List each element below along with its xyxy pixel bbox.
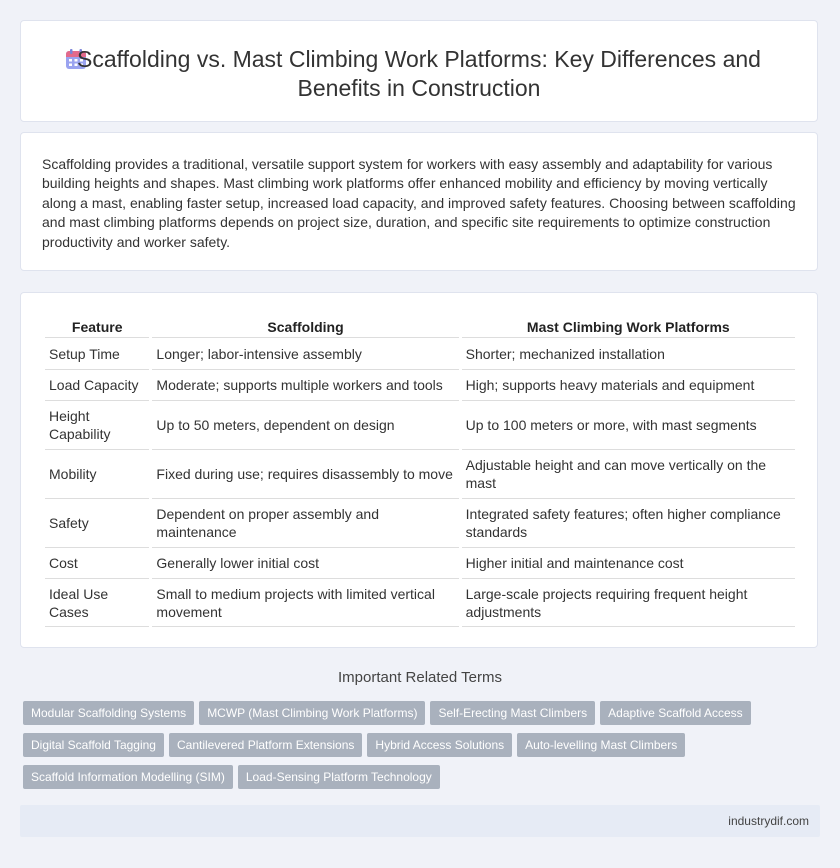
table-cell: Adjustable height and can move vertically on the mast bbox=[462, 449, 795, 498]
comparison-card bbox=[20, 292, 818, 648]
page-title: Scaffolding vs. Mast Climbing Work Platforms: Key Differences and Benefits in Construction bbox=[77, 46, 761, 101]
related-terms-title: Important Related Terms bbox=[338, 669, 502, 686]
table-cell: Large-scale projects requiring frequent height adjustments bbox=[462, 578, 795, 627]
table-cell-feature: Ideal Use Cases bbox=[45, 578, 149, 627]
table-cell-feature: Mobility bbox=[45, 449, 149, 498]
related-term-tag[interactable]: Adaptive Scaffold Access bbox=[600, 701, 751, 725]
table-row bbox=[45, 369, 795, 400]
related-term-tag[interactable]: Auto-levelling Mast Climbers bbox=[517, 733, 685, 757]
table-cell-feature: Safety bbox=[45, 498, 149, 547]
table-cell: Moderate; supports multiple workers and tools bbox=[152, 369, 458, 400]
table-cell: Integrated safety features; often higher compliance standards bbox=[462, 498, 795, 547]
related-term-tag[interactable]: Hybrid Access Solutions bbox=[367, 733, 512, 757]
table-cell: Up to 100 meters or more, with mast segments bbox=[462, 400, 795, 449]
table-cell-feature: Height Capability bbox=[45, 400, 149, 449]
table-row bbox=[45, 337, 795, 369]
table-row bbox=[45, 449, 795, 498]
intro-card bbox=[20, 132, 818, 271]
table-row bbox=[45, 578, 795, 627]
table-row bbox=[45, 547, 795, 578]
footer bbox=[20, 805, 820, 837]
table-cell: Up to 50 meters, dependent on design bbox=[152, 400, 458, 449]
intro-text: Scaffolding provides a traditional, versatile support system for workers with easy assembly and adaptability for various building heights and shapes. Mast climbing work platforms offer enhanced mobility and efficiency by moving vertically along a mast, enabling faster setup, increased load capacity, and improved safety features. Choosing between scaffolding and mast climbing platforms depends on project size, duration, and specific site requirements to optimize construction productivity and worker safety. bbox=[42, 156, 796, 250]
related-term-tag[interactable]: Load-Sensing Platform Technology bbox=[238, 765, 440, 789]
table-cell: High; supports heavy materials and equipment bbox=[462, 369, 795, 400]
table-row bbox=[45, 400, 795, 449]
related-terms-list bbox=[23, 701, 803, 797]
header-card bbox=[20, 20, 818, 122]
related-term-tag[interactable]: Self-Erecting Mast Climbers bbox=[430, 701, 595, 725]
table-cell: Longer; labor-intensive assembly bbox=[152, 337, 458, 369]
column-header-feature: Feature bbox=[71, 319, 123, 335]
related-term-tag[interactable]: MCWP (Mast Climbing Work Platforms) bbox=[199, 701, 425, 725]
related-term-tag[interactable]: Digital Scaffold Tagging bbox=[23, 733, 164, 757]
table-cell: Fixed during use; requires disassembly to move bbox=[152, 449, 458, 498]
table-cell: Generally lower initial cost bbox=[152, 547, 458, 578]
table-cell-feature: Cost bbox=[45, 547, 149, 578]
column-header-mast-climbing: Mast Climbing Work Platforms bbox=[526, 319, 730, 335]
related-term-tag[interactable]: Cantilevered Platform Extensions bbox=[169, 733, 362, 757]
table-cell: Higher initial and maintenance cost bbox=[462, 547, 795, 578]
table-cell: Dependent on proper assembly and maintenance bbox=[152, 498, 458, 547]
footer-site-link[interactable]: industrydif.com bbox=[728, 814, 809, 828]
table-cell-feature: Load Capacity bbox=[45, 369, 149, 400]
table-cell: Shorter; mechanized installation bbox=[462, 337, 795, 369]
related-term-tag[interactable]: Modular Scaffolding Systems bbox=[23, 701, 194, 725]
comparison-table bbox=[42, 317, 798, 627]
table-cell-feature: Setup Time bbox=[45, 337, 149, 369]
table-row bbox=[45, 498, 795, 547]
table-cell: Small to medium projects with limited vertical movement bbox=[152, 578, 458, 627]
column-header-scaffolding: Scaffolding bbox=[267, 319, 344, 335]
related-term-tag[interactable]: Scaffold Information Modelling (SIM) bbox=[23, 765, 233, 789]
